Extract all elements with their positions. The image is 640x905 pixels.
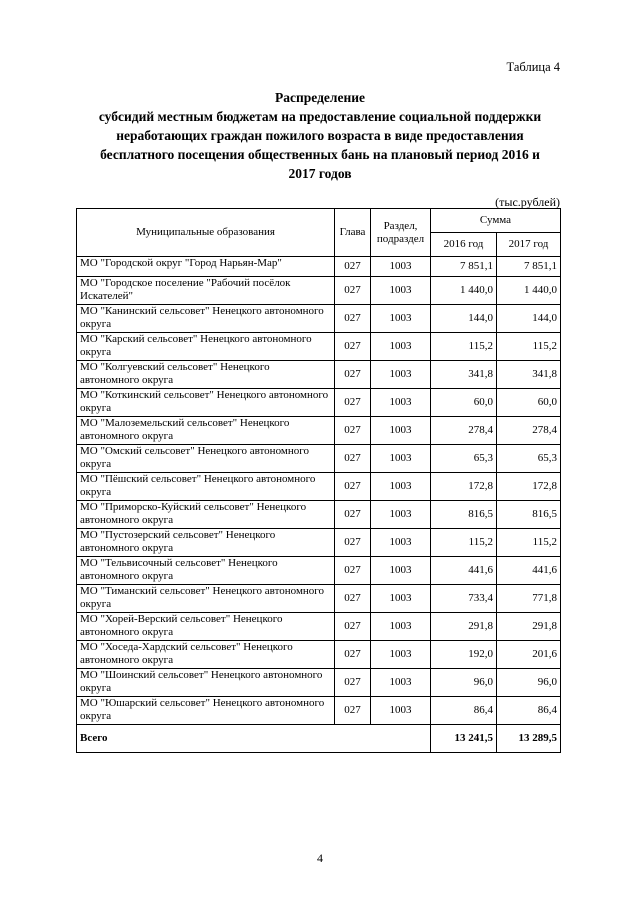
- value-2016-cell: 341,8: [431, 361, 497, 389]
- municipality-cell: МО "Тельвисочный сельсовет" Ненецкого автономного округа: [77, 557, 335, 585]
- table-row: [77, 585, 561, 613]
- subsidy-table: [76, 208, 561, 753]
- municipality-cell: МО "Городское поселение "Рабочий посёлок Искателей": [77, 277, 335, 305]
- title-line: Распределение: [274, 90, 366, 105]
- total-v2017-cell: 13 289,5: [497, 725, 561, 753]
- municipality-cell: МО "Тиманский сельсовет" Ненецкого автономного округа: [77, 585, 335, 613]
- value-2017-cell: 278,4: [497, 417, 561, 445]
- section-cell: 1003: [371, 669, 431, 697]
- chapter-cell: 027: [335, 473, 371, 501]
- value-2017-cell: 7 851,1: [497, 257, 561, 277]
- value-2016-cell: 96,0: [431, 669, 497, 697]
- value-2016-cell: 1 440,0: [431, 277, 497, 305]
- table-row: [77, 501, 561, 529]
- table-body: [77, 257, 561, 753]
- section-cell: 1003: [371, 417, 431, 445]
- value-2016-cell: 115,2: [431, 529, 497, 557]
- header-2017: 2017 год: [497, 233, 561, 257]
- section-cell: 1003: [371, 641, 431, 669]
- value-2016-cell: 60,0: [431, 389, 497, 417]
- title-line: бесплатного посещения общественных бань на плановый период 2016 и: [100, 147, 540, 162]
- chapter-cell: 027: [335, 361, 371, 389]
- value-2017-cell: 291,8: [497, 613, 561, 641]
- page-number: 4: [317, 851, 323, 865]
- section-cell: 1003: [371, 613, 431, 641]
- section-cell: 1003: [371, 305, 431, 333]
- municipality-cell: МО "Колгуевский сельсовет" Ненецкого автономного округа: [77, 361, 335, 389]
- document-title: [70, 88, 570, 183]
- value-2016-cell: 733,4: [431, 585, 497, 613]
- table-row: [77, 669, 561, 697]
- header-2016: 2016 год: [431, 233, 497, 257]
- table-row: [77, 361, 561, 389]
- table-row: [77, 557, 561, 585]
- value-2016-cell: 192,0: [431, 641, 497, 669]
- table-row: [77, 277, 561, 305]
- municipality-cell: МО "Коткинский сельсовет" Ненецкого автономного округа: [77, 389, 335, 417]
- municipality-cell: МО "Канинский сельсовет" Ненецкого автономного округа: [77, 305, 335, 333]
- table-row: [77, 473, 561, 501]
- value-2016-cell: 65,3: [431, 445, 497, 473]
- section-cell: 1003: [371, 529, 431, 557]
- section-cell: 1003: [371, 277, 431, 305]
- value-2016-cell: 7 851,1: [431, 257, 497, 277]
- value-2017-cell: 1 440,0: [497, 277, 561, 305]
- table-label: Таблица 4: [506, 60, 560, 74]
- section-cell: 1003: [371, 257, 431, 277]
- section-cell: 1003: [371, 473, 431, 501]
- title-line: неработающих граждан пожилого возраста в виде предоставления: [116, 128, 524, 143]
- municipality-cell: МО "Пёшский сельсовет" Ненецкого автономного округа: [77, 473, 335, 501]
- value-2017-cell: 115,2: [497, 333, 561, 361]
- value-2016-cell: 441,6: [431, 557, 497, 585]
- header-section: Раздел, подраздел: [371, 209, 431, 257]
- value-2016-cell: 278,4: [431, 417, 497, 445]
- title-line: 2017 годов: [288, 166, 352, 181]
- value-2017-cell: 341,8: [497, 361, 561, 389]
- units-label: (тыс.рублей): [495, 195, 560, 209]
- table-row: [77, 389, 561, 417]
- table-row: [77, 333, 561, 361]
- chapter-cell: 027: [335, 389, 371, 417]
- chapter-cell: 027: [335, 333, 371, 361]
- section-cell: 1003: [371, 501, 431, 529]
- table-row: [77, 257, 561, 277]
- value-2016-cell: 291,8: [431, 613, 497, 641]
- value-2016-cell: 172,8: [431, 473, 497, 501]
- value-2017-cell: 96,0: [497, 669, 561, 697]
- table-row: [77, 641, 561, 669]
- value-2016-cell: 86,4: [431, 697, 497, 725]
- header-municipality: Муниципальные образования: [77, 209, 335, 257]
- table-row: [77, 417, 561, 445]
- chapter-cell: 027: [335, 669, 371, 697]
- section-cell: 1003: [371, 585, 431, 613]
- chapter-cell: 027: [335, 277, 371, 305]
- value-2017-cell: 201,6: [497, 641, 561, 669]
- section-cell: 1003: [371, 697, 431, 725]
- table-row: [77, 697, 561, 725]
- table-row: [77, 613, 561, 641]
- chapter-cell: 027: [335, 641, 371, 669]
- chapter-cell: 027: [335, 417, 371, 445]
- section-cell: 1003: [371, 333, 431, 361]
- value-2017-cell: 86,4: [497, 697, 561, 725]
- chapter-cell: 027: [335, 305, 371, 333]
- municipality-cell: МО "Хоседа-Хардский сельсовет" Ненецкого автономного округа: [77, 641, 335, 669]
- municipality-cell: МО "Городской округ "Город Нарьян-Мар": [77, 257, 335, 277]
- chapter-cell: 027: [335, 585, 371, 613]
- table-row: [77, 445, 561, 473]
- municipality-cell: МО "Пустозерский сельсовет" Ненецкого автономного округа: [77, 529, 335, 557]
- chapter-cell: 027: [335, 257, 371, 277]
- value-2016-cell: 144,0: [431, 305, 497, 333]
- chapter-cell: 027: [335, 557, 371, 585]
- total-row: [77, 725, 561, 753]
- municipality-cell: МО "Карский сельсовет" Ненецкого автономного округа: [77, 333, 335, 361]
- section-cell: 1003: [371, 557, 431, 585]
- chapter-cell: 027: [335, 613, 371, 641]
- header-chapter: Глава: [335, 209, 371, 257]
- header-sum: Сумма: [431, 209, 561, 233]
- municipality-cell: МО "Омский сельсовет" Ненецкого автономного округа: [77, 445, 335, 473]
- municipality-cell: МО "Шоинский сельсовет" Ненецкого автономного округа: [77, 669, 335, 697]
- value-2017-cell: 144,0: [497, 305, 561, 333]
- total-v2016-cell: 13 241,5: [431, 725, 497, 753]
- value-2017-cell: 441,6: [497, 557, 561, 585]
- municipality-cell: МО "Юшарский сельсовет" Ненецкого автономного округа: [77, 697, 335, 725]
- total-label: Всего: [77, 725, 431, 753]
- value-2017-cell: 771,8: [497, 585, 561, 613]
- title-line: субсидий местным бюджетам на предоставление социальной поддержки: [98, 109, 542, 124]
- chapter-cell: 027: [335, 697, 371, 725]
- section-cell: 1003: [371, 445, 431, 473]
- value-2016-cell: 115,2: [431, 333, 497, 361]
- value-2016-cell: 816,5: [431, 501, 497, 529]
- value-2017-cell: 60,0: [497, 389, 561, 417]
- value-2017-cell: 172,8: [497, 473, 561, 501]
- chapter-cell: 027: [335, 529, 371, 557]
- municipality-cell: МО "Хорей-Верский сельсовет" Ненецкого автономного округа: [77, 613, 335, 641]
- value-2017-cell: 816,5: [497, 501, 561, 529]
- value-2017-cell: 65,3: [497, 445, 561, 473]
- municipality-cell: МО "Малоземельский сельсовет" Ненецкого автономного округа: [77, 417, 335, 445]
- chapter-cell: 027: [335, 501, 371, 529]
- section-cell: 1003: [371, 389, 431, 417]
- chapter-cell: 027: [335, 445, 371, 473]
- value-2017-cell: 115,2: [497, 529, 561, 557]
- section-cell: 1003: [371, 361, 431, 389]
- table-row: [77, 529, 561, 557]
- table-row: [77, 305, 561, 333]
- municipality-cell: МО "Приморско-Куйский сельсовет" Ненецкого автономного округа: [77, 501, 335, 529]
